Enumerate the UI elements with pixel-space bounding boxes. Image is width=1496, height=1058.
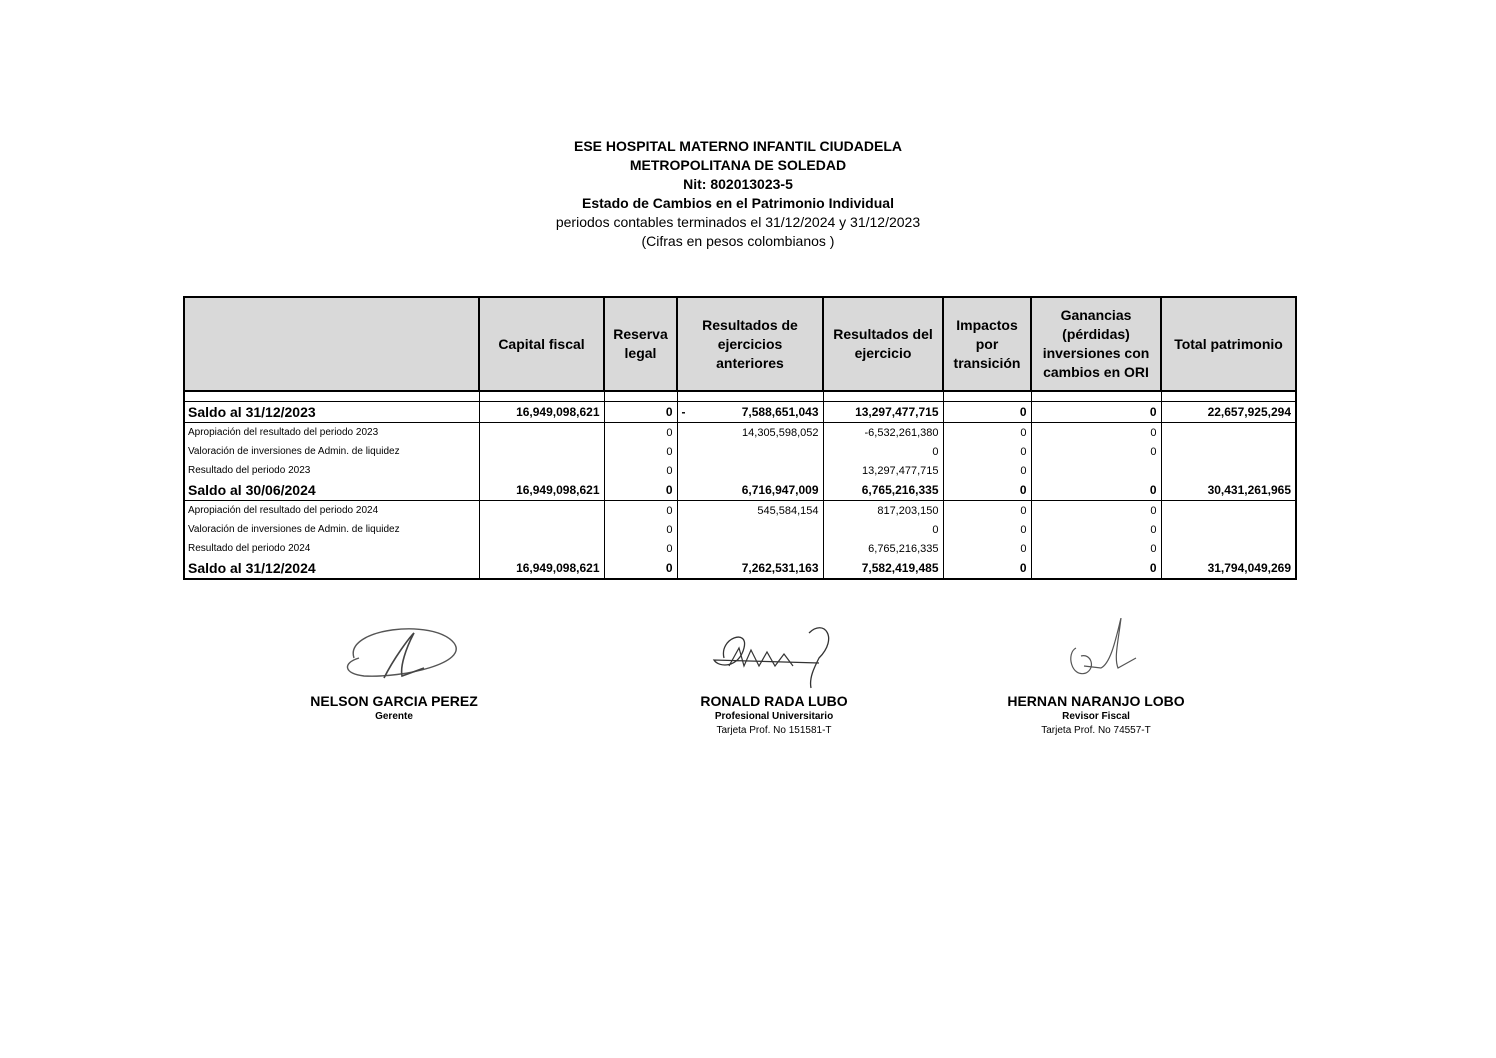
reserva-legal-cell <box>604 558 677 579</box>
negative-sign: - <box>681 405 686 419</box>
cell-value: 0 <box>1150 542 1157 555</box>
signer-name: HERNAN NARANJO LOBO <box>1007 693 1185 709</box>
cell-value: 13,297,477,715 <box>855 405 939 419</box>
statement-title: Estado de Cambios en el Patrimonio Individual <box>582 195 894 211</box>
reserva-legal-cell <box>604 520 677 539</box>
capital-fiscal-cell <box>479 402 604 423</box>
cell-value: 0 <box>665 483 673 497</box>
ganancias-ori-cell <box>1031 520 1161 539</box>
signer-name: RONALD RADA LUBO <box>700 693 848 709</box>
column-header-reserva-legal: Reserva legal <box>604 297 677 391</box>
ganancias-ori-cell <box>1031 539 1161 558</box>
total-patrimonio-cell <box>1161 501 1296 521</box>
balance-row <box>184 558 1296 579</box>
total-patrimonio-cell <box>1161 442 1296 461</box>
cell-value: 0 <box>1150 504 1157 517</box>
cell-value: 6,765,216,335 <box>861 483 939 497</box>
row-label: Apropiación del resultado del periodo 2024 <box>188 505 379 516</box>
column-header-resultados-ejercicio: Resultados del ejercicio <box>823 297 943 391</box>
entity-name-line1: ESE HOSPITAL MATERNO INFANTIL CIUDADELA <box>574 138 902 154</box>
signer-card: Tarjeta Prof. No 151581-T <box>716 725 832 736</box>
cell-value: 0 <box>1149 483 1157 497</box>
total-patrimonio-cell <box>1161 423 1296 443</box>
cell-value: 13,297,477,715 <box>862 464 939 477</box>
equity-changes-table <box>183 296 1297 580</box>
impactos-transicion-cell <box>943 442 1031 461</box>
spacer-row <box>184 391 1296 402</box>
cell-value: 0 <box>666 523 673 536</box>
reserva-legal-cell <box>604 461 677 480</box>
balance-row <box>184 402 1296 423</box>
total-patrimonio-cell <box>1161 520 1296 539</box>
capital-fiscal-cell <box>479 480 604 501</box>
ganancias-ori-cell <box>1031 442 1161 461</box>
cell-value: 7,262,531,163 <box>741 561 819 575</box>
resultados-anteriores-cell <box>677 520 823 539</box>
row-label: Saldo al 30/06/2024 <box>184 480 479 501</box>
document-header <box>0 137 1476 251</box>
cell-value: 7,588,651,043 <box>741 405 819 419</box>
ganancias-ori-cell <box>1031 558 1161 579</box>
resultados-anteriores-cell <box>677 501 823 521</box>
cell-value: 16,949,098,621 <box>516 405 600 419</box>
cell-value: 16,949,098,621 <box>516 561 600 575</box>
capital-fiscal-cell <box>479 520 604 539</box>
reserva-legal-cell <box>604 480 677 501</box>
reserva-legal-cell <box>604 423 677 443</box>
column-header-impactos-transicion: Impactos por transición <box>943 297 1031 391</box>
cell-value: 545,584,154 <box>757 504 819 517</box>
table-header-row <box>184 297 1296 391</box>
row-label: Resultado del periodo 2023 <box>188 465 311 476</box>
ganancias-ori-cell <box>1031 501 1161 521</box>
cell-value: 0 <box>1020 504 1027 517</box>
movement-row <box>184 539 1296 558</box>
cell-value: 0 <box>932 445 939 458</box>
total-patrimonio-cell <box>1161 480 1296 501</box>
ganancias-ori-cell <box>1031 423 1161 443</box>
signature-block-profesional <box>624 618 924 738</box>
resultados-ejercicio-cell <box>823 461 943 480</box>
resultados-ejercicio-cell <box>823 520 943 539</box>
total-patrimonio-cell <box>1161 558 1296 579</box>
cell-value: 0 <box>1020 426 1027 439</box>
signer-role: Revisor Fiscal <box>1062 711 1130 722</box>
cell-value: 0 <box>666 464 673 477</box>
signature-block-gerente <box>244 618 544 724</box>
resultados-ejercicio-cell <box>823 558 943 579</box>
impactos-transicion-cell <box>943 402 1031 423</box>
resultados-anteriores-cell <box>677 442 823 461</box>
resultados-anteriores-cell <box>677 539 823 558</box>
column-header-total-patrimonio: Total patrimonio <box>1161 297 1296 391</box>
cell-value: 16,949,098,621 <box>516 483 600 497</box>
cell-value: 31,794,049,269 <box>1207 561 1291 575</box>
signature-image <box>314 618 474 690</box>
impactos-transicion-cell <box>943 539 1031 558</box>
cell-value: 6,765,216,335 <box>868 542 939 555</box>
cell-value: 0 <box>1150 523 1157 536</box>
column-header-concept <box>184 297 479 391</box>
row-label: Saldo al 31/12/2023 <box>184 402 479 423</box>
resultados-ejercicio-cell <box>823 480 943 501</box>
capital-fiscal-cell <box>479 442 604 461</box>
cell-value: 0 <box>1019 483 1027 497</box>
resultados-ejercicio-cell <box>823 402 943 423</box>
signer-name: NELSON GARCIA PEREZ <box>310 693 478 709</box>
reserva-legal-cell <box>604 442 677 461</box>
resultados-ejercicio-cell <box>823 423 943 443</box>
cell-value: 0 <box>666 504 673 517</box>
resultados-ejercicio-cell <box>823 501 943 521</box>
cell-value: 14,305,598,052 <box>742 426 819 439</box>
signer-role: Profesional Universitario <box>714 711 834 722</box>
cell-value: 0 <box>665 561 673 575</box>
entity-name-line2: METROPOLITANA DE SOLEDAD <box>629 157 847 173</box>
movement-row <box>184 520 1296 539</box>
cell-value: 6,716,947,009 <box>741 483 819 497</box>
column-header-resultados-anteriores: Resultados de ejercicios anteriores <box>677 297 823 391</box>
capital-fiscal-cell <box>479 501 604 521</box>
total-patrimonio-cell <box>1161 402 1296 423</box>
cell-value: 0 <box>665 405 673 419</box>
cell-value: 22,657,925,294 <box>1207 405 1291 419</box>
cell-value: 0 <box>1020 542 1027 555</box>
column-header-ganancias-ori: Ganancias (pérdidas) inversiones con cambios en ORI <box>1031 297 1161 391</box>
column-header-capital-fiscal: Capital fiscal <box>479 297 604 391</box>
resultados-anteriores-cell <box>677 461 823 480</box>
capital-fiscal-cell <box>479 558 604 579</box>
cell-value: 30,431,261,965 <box>1207 483 1291 497</box>
balance-row <box>184 480 1296 501</box>
signer-role: Gerente <box>375 711 413 722</box>
nit: Nit: 802013023-5 <box>683 176 793 192</box>
capital-fiscal-cell <box>479 539 604 558</box>
impactos-transicion-cell <box>943 558 1031 579</box>
resultados-ejercicio-cell <box>823 539 943 558</box>
impactos-transicion-cell <box>943 520 1031 539</box>
cell-value: 0 <box>1019 405 1027 419</box>
movement-row <box>184 501 1296 521</box>
cell-value: 0 <box>1020 445 1027 458</box>
cell-value: 0 <box>1020 523 1027 536</box>
reserva-legal-cell <box>604 402 677 423</box>
capital-fiscal-cell <box>479 461 604 480</box>
resultados-ejercicio-cell <box>823 442 943 461</box>
cell-value: 0 <box>666 426 673 439</box>
ganancias-ori-cell <box>1031 402 1161 423</box>
reserva-legal-cell <box>604 539 677 558</box>
cell-value: 817,203,150 <box>877 504 939 517</box>
total-patrimonio-cell <box>1161 461 1296 480</box>
statement-period: periodos contables terminados el 31/12/2024 y 31/12/2023 <box>555 214 921 230</box>
cell-value: 0 <box>1150 445 1157 458</box>
cell-value: -6,532,261,380 <box>864 426 939 439</box>
impactos-transicion-cell <box>943 461 1031 480</box>
impactos-transicion-cell <box>943 501 1031 521</box>
signature-block-revisor <box>946 618 1246 738</box>
capital-fiscal-cell <box>479 423 604 443</box>
total-patrimonio-cell <box>1161 539 1296 558</box>
movement-row <box>184 461 1296 480</box>
resultados-anteriores-cell <box>677 558 823 579</box>
row-label: Valoración de inversiones de Admin. de liquidez <box>188 446 400 457</box>
cell-value: 0 <box>666 542 673 555</box>
signature-image <box>689 618 859 690</box>
impactos-transicion-cell <box>943 480 1031 501</box>
row-label: Valoración de inversiones de Admin. de liquidez <box>188 524 400 535</box>
row-label: Saldo al 31/12/2024 <box>184 558 479 579</box>
cell-value: 0 <box>1149 561 1157 575</box>
row-label: Apropiación del resultado del periodo 2023 <box>188 427 379 438</box>
cell-value: 0 <box>1149 405 1157 419</box>
cell-value: 0 <box>1019 561 1027 575</box>
ganancias-ori-cell <box>1031 461 1161 480</box>
cell-value: 0 <box>666 445 673 458</box>
reserva-legal-cell <box>604 501 677 521</box>
cell-value: 0 <box>1020 464 1027 477</box>
signature-image <box>1026 618 1166 690</box>
signer-card: Tarjeta Prof. No 74557-T <box>1041 725 1151 736</box>
currency-note: (Cifras en pesos colombianos ) <box>641 233 835 249</box>
cell-value: 0 <box>932 523 939 536</box>
row-label: Resultado del periodo 2024 <box>188 543 311 554</box>
movement-row <box>184 442 1296 461</box>
resultados-anteriores-cell <box>677 402 823 423</box>
cell-value: 7,582,419,485 <box>861 561 939 575</box>
movement-row <box>184 423 1296 443</box>
impactos-transicion-cell <box>943 423 1031 443</box>
ganancias-ori-cell <box>1031 480 1161 501</box>
cell-value: 0 <box>1150 426 1157 439</box>
resultados-anteriores-cell <box>677 423 823 443</box>
resultados-anteriores-cell <box>677 480 823 501</box>
